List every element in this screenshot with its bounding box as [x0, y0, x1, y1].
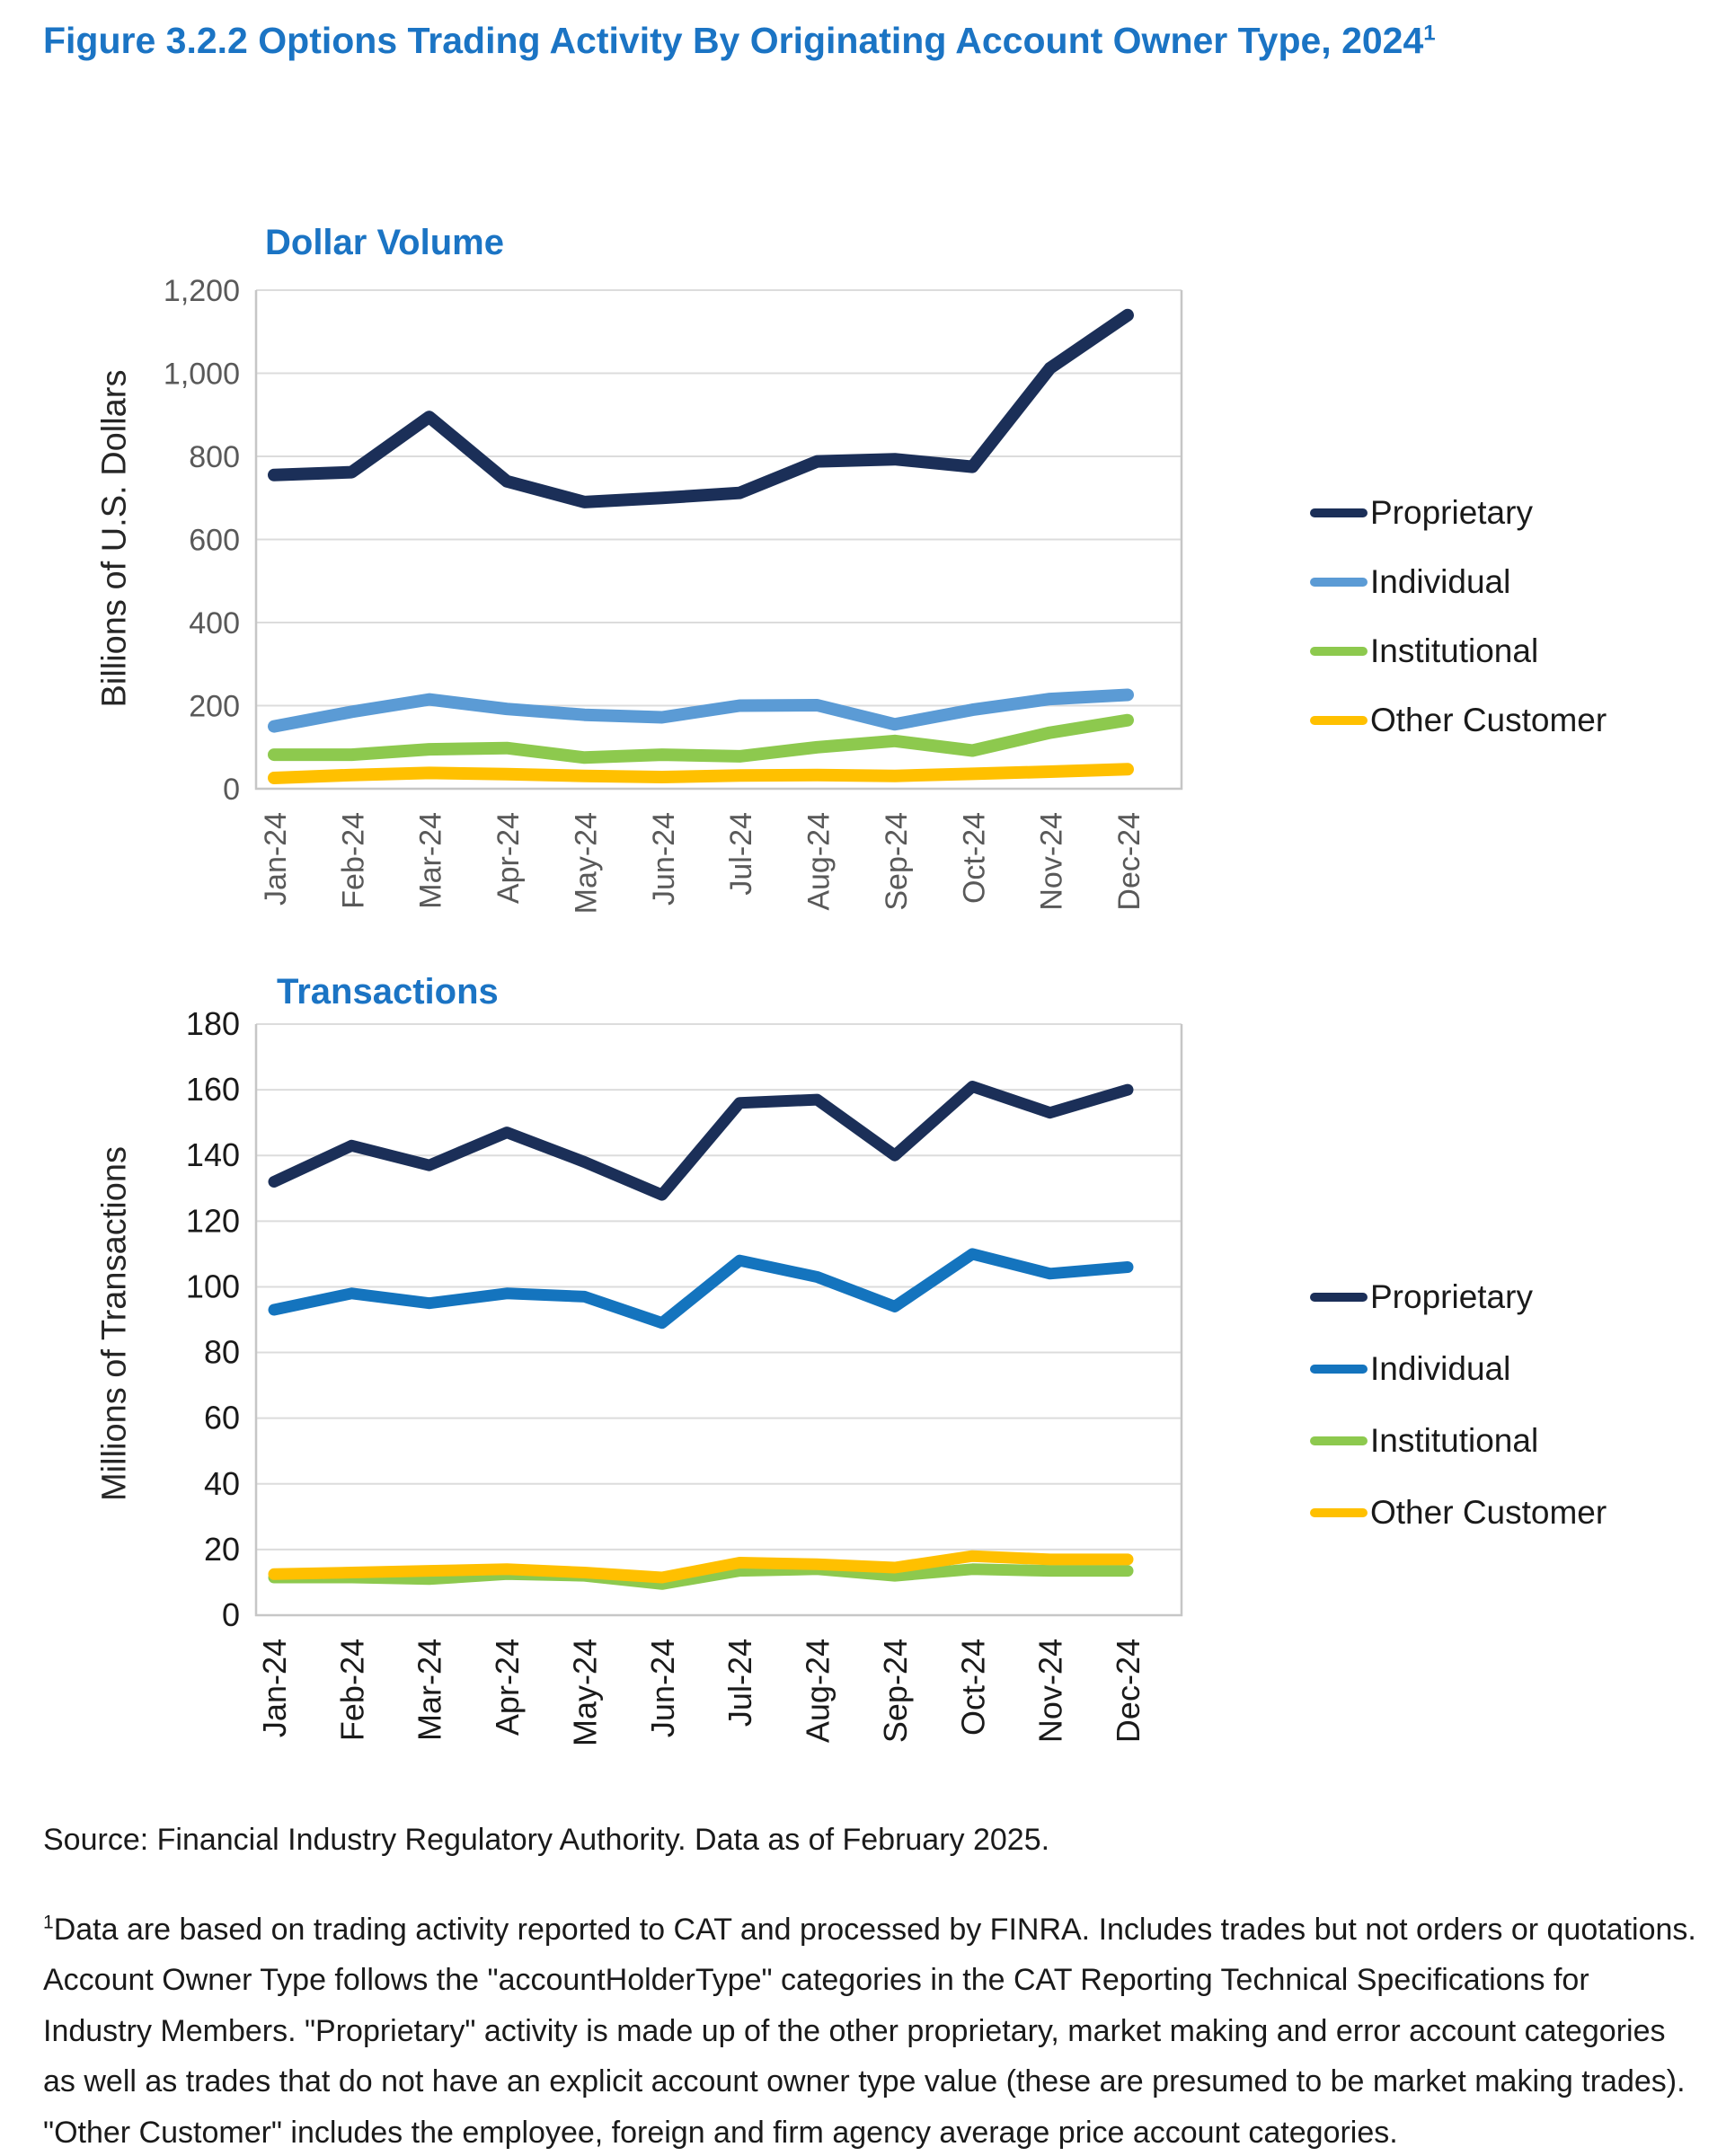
x-tick-label: Jun-24 — [643, 1639, 681, 1738]
figure-title-text: Figure 3.2.2 Options Trading Activity By Originating Account Owner Type, 2024 — [43, 20, 1424, 61]
y-tick-label: 60 — [203, 1399, 240, 1436]
y-tick-label: 20 — [203, 1530, 240, 1568]
y-tick-label: 100 — [185, 1268, 240, 1305]
legend-item-individual — [1310, 547, 1607, 616]
y-tick-label: 1,000 — [163, 357, 240, 392]
legend-label: Institutional — [1370, 632, 1539, 669]
transactions-y-axis-title: Millions of Transactions — [95, 1146, 134, 1501]
footnote-superscript: 1 — [43, 1912, 54, 1933]
series-line-proprietary — [274, 315, 1128, 502]
legend-swatch — [1310, 1436, 1368, 1445]
legend-label: Other Customer — [1370, 701, 1607, 738]
transactions-legend — [1310, 1261, 1607, 1549]
x-tick-label: May-24 — [566, 1639, 604, 1747]
legend-swatch — [1310, 716, 1368, 725]
x-tick-label: Mar-24 — [411, 1639, 448, 1742]
x-tick-label: Sep-24 — [876, 1639, 914, 1744]
x-tick-label: Sep-24 — [879, 812, 914, 911]
x-tick-label: Aug-24 — [799, 1639, 837, 1744]
y-tick-label: 140 — [185, 1136, 240, 1174]
legend-swatch — [1310, 1365, 1368, 1374]
y-tick-label: 800 — [189, 440, 240, 474]
y-tick-label: 600 — [189, 523, 240, 558]
figure-title-superscript: 1 — [1423, 21, 1436, 46]
figure-title — [43, 20, 1714, 62]
y-tick-label: 160 — [185, 1071, 240, 1109]
legend-item-proprietary — [1310, 1261, 1607, 1333]
x-tick-label: Apr-24 — [491, 812, 527, 905]
legend-item-proprietary — [1310, 478, 1607, 547]
series-line-proprietary — [274, 1087, 1128, 1196]
x-tick-label: Feb-24 — [333, 1639, 371, 1742]
source-note: Source: Financial Industry Regulatory Authority. Data as of February 2025. — [43, 1823, 1050, 1857]
series-line-individual — [274, 1254, 1128, 1323]
transactions-plot — [79, 934, 1229, 1797]
y-tick-label: 80 — [203, 1333, 240, 1371]
x-tick-label: Jan-24 — [256, 1639, 293, 1738]
legend-item-institutional — [1310, 616, 1607, 685]
x-tick-label: Jun-24 — [646, 812, 681, 906]
y-tick-label: 0 — [221, 1596, 240, 1633]
legend-label: Institutional — [1370, 1422, 1539, 1459]
y-tick-label: 200 — [189, 689, 240, 724]
x-tick-label: Jul-24 — [721, 1639, 759, 1727]
legend-swatch — [1310, 647, 1368, 656]
legend-label: Individual — [1370, 562, 1511, 600]
x-tick-label: Aug-24 — [801, 812, 837, 911]
legend-item-institutional — [1310, 1405, 1607, 1477]
series-line-institutional — [274, 720, 1128, 758]
x-tick-label: Nov-24 — [1034, 812, 1069, 911]
y-tick-label: 120 — [185, 1202, 240, 1240]
x-tick-label: Apr-24 — [489, 1639, 527, 1736]
footnote — [43, 1904, 1701, 2156]
legend-label: Proprietary — [1370, 493, 1533, 531]
x-tick-label: Feb-24 — [336, 812, 371, 909]
x-tick-label: May-24 — [569, 812, 604, 915]
dollar-volume-y-axis-title: Billions of U.S. Dollars — [95, 369, 134, 708]
y-tick-label: 400 — [189, 606, 240, 641]
x-tick-label: Jan-24 — [259, 812, 293, 906]
transactions-chart-title: Transactions — [277, 972, 499, 1012]
legend-label: Other Customer — [1370, 1494, 1607, 1531]
y-tick-label: 180 — [185, 1005, 240, 1042]
legend-label: Individual — [1370, 1350, 1511, 1387]
x-tick-label: Nov-24 — [1031, 1639, 1069, 1744]
x-tick-label: Jul-24 — [724, 812, 759, 896]
x-tick-label: Oct-24 — [957, 812, 992, 905]
x-tick-label: Dec-24 — [1110, 1639, 1146, 1744]
legend-swatch — [1310, 508, 1368, 517]
legend-swatch — [1310, 1508, 1368, 1517]
series-line-individual — [274, 695, 1128, 727]
y-tick-label: 1,200 — [163, 274, 240, 308]
legend-swatch — [1310, 578, 1368, 587]
dollar-volume-legend — [1310, 478, 1607, 755]
dollar-volume-chart-title: Dollar Volume — [265, 223, 504, 262]
x-tick-label: Dec-24 — [1112, 812, 1146, 911]
footnote-text: Data are based on trading activity reported to CAT and processed by FINRA. Includes trades but not orders or quotations. Account Owner Type follows the "accountHolderType" categories in the CAT Reporting Technical Specifications for Industry Members. "Proprietary" activity is made up of the other proprietary, market making and error account categories as well as trades that do not have an explicit account owner type value (these are presumed to be market making trades). "Other Customer" includes the employee, foreign and firm agency average price account categories. — [43, 1913, 1696, 2150]
legend-item-other-customer — [1310, 1477, 1607, 1549]
legend-item-individual — [1310, 1333, 1607, 1405]
y-tick-label: 40 — [203, 1464, 240, 1502]
legend-swatch — [1310, 1293, 1368, 1302]
legend-item-other-customer — [1310, 685, 1607, 755]
dollar-volume-plot — [79, 171, 1229, 961]
y-tick-label: 0 — [223, 773, 240, 807]
x-tick-label: Oct-24 — [954, 1639, 992, 1736]
x-tick-label: Mar-24 — [413, 812, 448, 909]
legend-label: Proprietary — [1370, 1278, 1533, 1315]
series-line-other-customer — [274, 769, 1128, 778]
